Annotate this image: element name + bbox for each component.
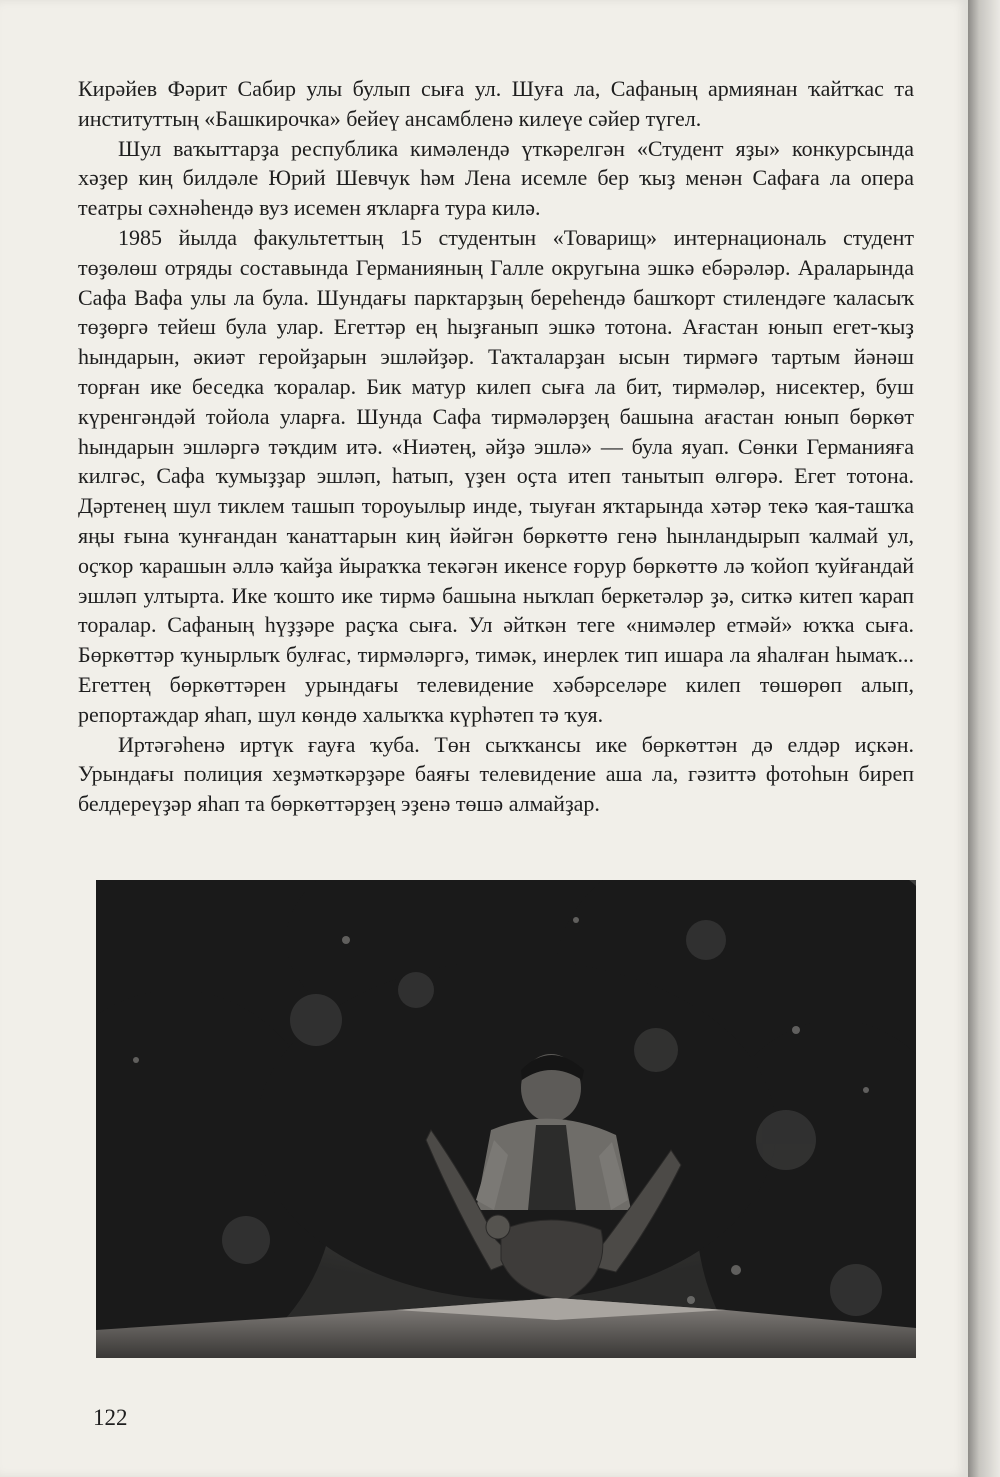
body-text (78, 74, 914, 819)
paragraph: Шул ваҡыттарҙа республика кимәлендә үткәрелгән «Студент яҙы» конкурсында хәҙер киң билдәле Юрий Шевчук һәм Лена исемле бер ҡыҙ менән Сафаға ла опера театры сәхнәһендә вуз исемен яҡларға тура килә. (78, 135, 914, 221)
paragraph: Кирәйев Фәрит Сабир улы булып сыға ул. Шуға ла, Сафаның армиянан ҡайтҡас та институттың «Башкирочка» бейеү ансамбленә килеүе сәйер түгел. (78, 76, 914, 131)
photograph (96, 880, 916, 1358)
page-gutter (968, 0, 1000, 1477)
page-number: 122 (93, 1405, 128, 1430)
photo-eagle-sculpture (96, 880, 916, 1358)
paragraph: Иртәгәһенә иртүк ғауға ҡуба. Төн сыҡҡансы ике бөркөттән дә елдәр иҫкән. Урындағы полиция хеҙмәткәрҙәре баяғы телевидение аша ла, гәзиттә фотоһын биреп белдереүҙәр яһап та бөркөттәрҙең эҙенә төшә алмайҙар. (78, 731, 914, 817)
paragraph: 1985 йылда факультеттың 15 студентын «Товарищ» интернациональ студент төҙөлөш отряды составында Германияның Галле округына эшкә ебәрәләр. Араларында Сафа Вафа улы ла була. Шундағы парктарҙың береһендә башҡорт стилендәге ҡаласыҡ төҙөргә тейеш була улар. Егеттәр ең һыҙғанып эшкә тотона. Ағастан юнып егет-ҡыҙ һындарын, әкиәт геройҙарын эшләйҙәр. Таҡталарҙан ысын тирмәгә тартым йәнәш торған ике беседка ҡоралар. Бик матур килеп сыға ла бит, тирмәләр, нисектер, буш күренгәндәй тойола уларға. Шунда Сафа тирмәләрҙең башына ағастан юнып бөркөт һындарын эшләргә тәҡдим итә. «Ниәтең, әйҙә эшлә» — була яуап. Сөнки Германияға килгәс, Сафа ҡумыҙҙар эшләп, һатып, үҙен оҫта итеп танытып өлгөрә. Егет тотона. Дәртенең шул тиклем ташып тороуылыр инде, тыуған яҡтарында хәтәр текә ҡая-ташҡа яңы ғына ҡунғандан ҡанаттарын киң йәйгән бөркөттө генә һынландырып ҡалмай ул, оҫҡор ҡарашын әллә ҡайҙа йыраҡҡа текәгән икенсе ғорур бөркөттө лә ҡойоп ҡуйғандай эшләп ултырта. Ике ҡошто ике тирмә башына ныҡлап беркетәләр ҙә, ситкә китеп ҡарап торалар. Сафаның һүҙҙәре раҫҡа сыға. Ул әйткән теге «нимәлер етмәй» юҡҡа сыға. Бөркөттәр ҡунырлыҡ булғас, тирмәләргә, тимәк, инерлек тип ишара ла яһалған һымаҡ... Егеттең бөркөттәрен урындағы телевидение хәбәрселәре килеп төшөрөп алып, репортаждар яһап, шул көндө халыҡҡа күрһәтеп тә ҡуя. (78, 224, 914, 727)
